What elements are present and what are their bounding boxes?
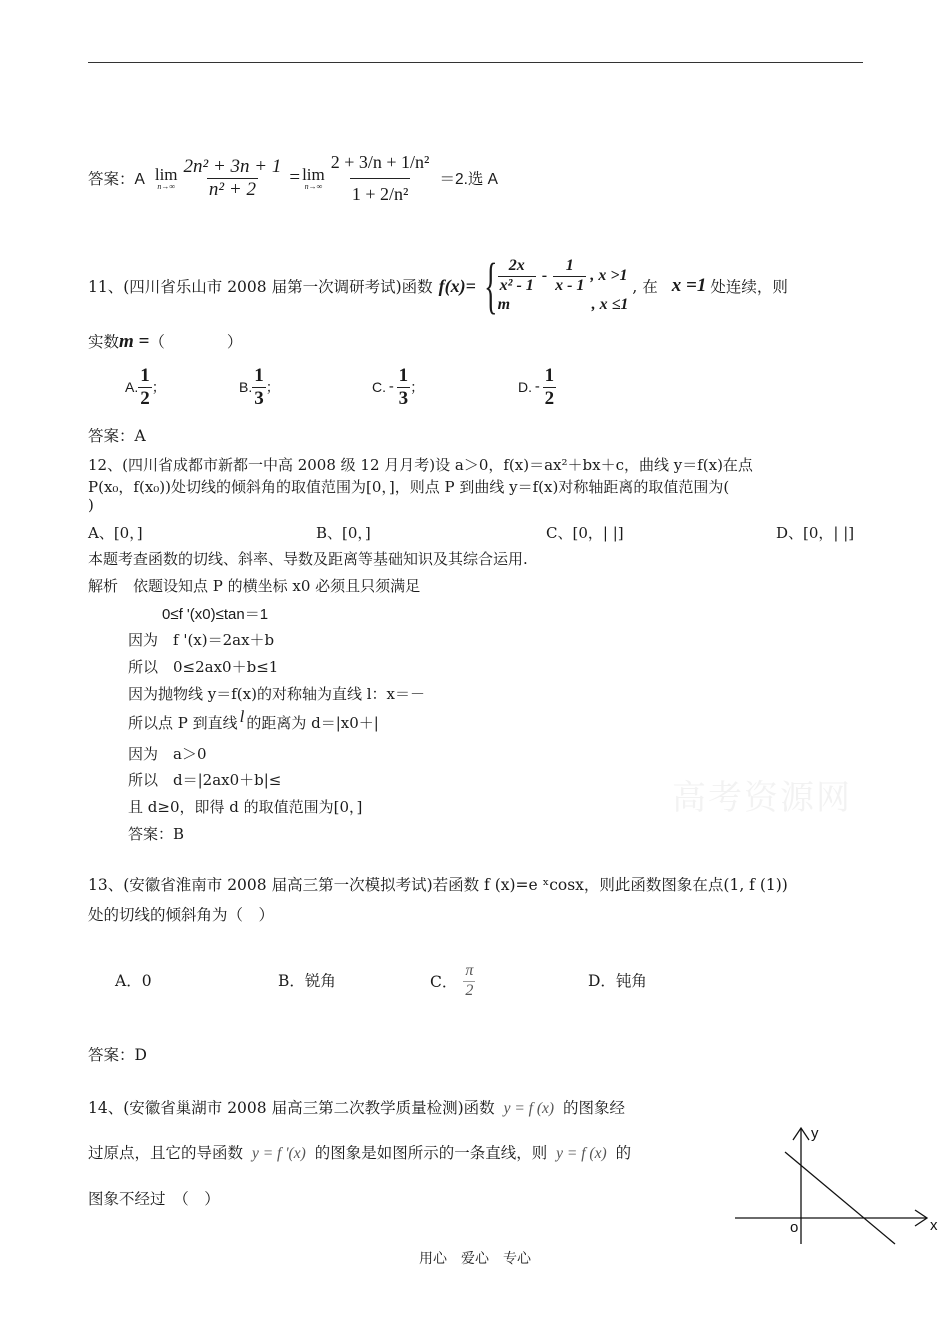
case2-condition: , x ≤1 [591, 296, 629, 314]
q10-answer-line [88, 128, 498, 228]
fraction-numerator: 2x [508, 256, 525, 274]
piecewise-case-1 [498, 258, 629, 295]
q11-function-name: f(x)= [438, 275, 476, 296]
q13-line2: 处的切线的倾斜角为（ ） [88, 906, 275, 924]
q12-option-b: B、[0，] [316, 524, 371, 542]
q11-option-c [372, 366, 518, 409]
q14-line2-c: 的 [615, 1144, 632, 1162]
q12-step-8: 且 d≥0，即得 d 的取值范围为[0，] [128, 798, 363, 816]
q12-step-5a: 所以点 P 到直线 [128, 714, 238, 732]
fraction-numerator: 1 [398, 365, 409, 386]
q12-analysis-title: 解析 依题设知点 P 的横坐标 x0 必须且只须满足 [88, 577, 421, 595]
option-fraction [397, 366, 411, 409]
q13-options [115, 955, 715, 1015]
q14-line1 [88, 1096, 625, 1118]
option-end: ； [265, 379, 280, 396]
fraction-numerator: 2 + 3/n + 1/n² [330, 151, 430, 172]
q14-func-2: y = f (x) [556, 1145, 607, 1162]
q12-answer: 答案：B [128, 825, 185, 843]
q13-option-d: D．钝角 [588, 972, 647, 990]
q11-stem-line [88, 254, 788, 318]
q11-line2 [88, 330, 242, 353]
equals-sign: = [289, 167, 301, 188]
q11-line2-a: 实数 [88, 333, 120, 351]
q11-mid: , 在 [632, 278, 658, 296]
option-fraction [543, 366, 557, 409]
q11-m: m = [119, 331, 150, 352]
q13-line1: 13、(安徽省淮南市 2008 届高三第一次模拟考试)若函数 f (x)=e ˣcosx，则此函数图象在点(1, f (1)) [88, 876, 788, 894]
q11-option-d [518, 366, 556, 409]
q14-func: y = f (x) [503, 1100, 555, 1117]
q11-tail: 处连续，则 [710, 278, 788, 296]
lim-subscript: n→∞ [157, 181, 176, 191]
option-end: ； [151, 379, 166, 396]
q13-answer: 答案：D [88, 1046, 147, 1064]
fraction-denominator: 2 [140, 387, 150, 409]
fraction-denominator: x - 1 [555, 276, 585, 294]
q11-blank: （ ） [149, 333, 243, 351]
fraction-denominator: 2 [465, 981, 474, 999]
y-axis-label: y [811, 1125, 819, 1142]
option-label: C． [430, 973, 458, 992]
q11-option-b [239, 366, 372, 409]
footer: 用心 爱心 专心 [419, 1251, 531, 1267]
pi-over-2 [463, 963, 475, 1000]
option-label: B. [239, 379, 253, 396]
q14-derivative-graph [735, 1120, 945, 1245]
lim-subscript: n→∞ [304, 181, 323, 191]
line-l-symbol: l [239, 707, 245, 726]
option-fraction [138, 366, 152, 409]
option-end: ； [410, 379, 425, 396]
option-label: D. [518, 379, 532, 396]
q12-option-c: C、[0，| |] [546, 524, 624, 542]
piecewise-case-2 [498, 296, 629, 314]
q11-answer: 答案：A [88, 427, 146, 445]
q12-line3: ) [88, 496, 94, 514]
case1-condition: , x >1 [590, 267, 628, 284]
q10-fraction-1 [182, 157, 284, 200]
q11-options [125, 366, 556, 409]
fraction-denominator: n² + 2 [208, 178, 256, 200]
fraction-numerator: 2n² + 3n + 1 [183, 155, 282, 177]
fraction-numerator: 1 [140, 365, 150, 386]
watermark: 高考资源网 [672, 778, 852, 818]
q12-step-7: 所以 d＝|2ax0＋b|≤ [128, 771, 282, 789]
q12-step-1: 0≤f '(x0)≤tan＝1 [162, 606, 269, 623]
q14-line2 [88, 1141, 631, 1163]
q13-option-c [430, 963, 475, 1000]
minus-sign: - [541, 267, 548, 284]
q13-option-a: A．0 [115, 972, 152, 990]
fraction-denominator: x² - 1 [499, 276, 534, 294]
q14-derivative: y = f '(x) [251, 1145, 306, 1162]
case1-fraction-a [498, 258, 536, 295]
q14-line2-a: 过原点，且它的导函数 [88, 1144, 244, 1162]
q14-line3: 图象不经过 （ ） [88, 1190, 220, 1208]
lim-operator-2 [302, 166, 325, 191]
q11-stem: 11、(四川省乐山市 2008 届第一次调研考试)函数 [88, 278, 433, 296]
q10-answer-label: 答案：A [88, 171, 145, 188]
lim-text: lim [302, 164, 325, 184]
q12-line1: 12、(四川省成都市新都一中高 2008 级 12 月月考)设 a＞0，f(x)＝ax²＋bx＋c，曲线 y＝f(x)在点 [88, 456, 753, 474]
q14-line1-a: 14、(安徽省巢湖市 2008 届高三第二次教学质量检测)函数 [88, 1099, 495, 1117]
option-fraction [252, 366, 266, 409]
q10-result: ＝2.选 A [439, 171, 499, 188]
option-label: C. [372, 379, 386, 396]
fraction-numerator: 1 [565, 256, 574, 274]
q13-option-b: B．锐角 [278, 972, 336, 990]
q11-point: x =1 [671, 275, 707, 296]
fraction-denominator: 2 [544, 387, 555, 409]
x-axis-label: x [930, 1217, 938, 1234]
q10-fraction-2 [329, 153, 432, 204]
q11-option-a [125, 366, 239, 409]
q12-note: 本题考查函数的切线、斜率、导数及距离等基础知识及其综合运用. [88, 550, 528, 568]
piecewise-brace: { [484, 252, 498, 320]
fraction-numerator: 1 [544, 365, 555, 386]
q12-step-5b: 的距离为 d＝|x0＋| [246, 714, 379, 732]
q14-line2-b: 的图象是如图所示的一条直线，则 [314, 1144, 548, 1162]
option-sign: - [535, 379, 540, 395]
option-label: A. [125, 379, 139, 396]
q12-line2: P(x₀，f(x₀))处切线的倾斜角的取值范围为[0，]，则点 P 到曲线 y＝f(x)对称轴距离的取值范围为( [88, 478, 730, 496]
fraction-numerator: 1 [254, 365, 264, 386]
case2-value: m [497, 296, 511, 314]
case1-fraction-b [553, 258, 586, 295]
fraction-denominator: 3 [398, 387, 409, 409]
q12-step-3: 所以 0≤2ax0＋b≤1 [128, 658, 279, 676]
q12-step-2: 因为 f '(x)＝2ax＋b [128, 631, 275, 649]
lim-operator [155, 166, 178, 191]
q12-option-d: D、[0，| |] [776, 524, 855, 542]
q12-step-6: 因为 a＞0 [128, 745, 207, 763]
q12-step-5-line [128, 707, 379, 733]
q12-option-a: A、[0，] [88, 524, 143, 542]
q14-line1-b: 的图象经 [562, 1099, 625, 1117]
header-rule [88, 62, 863, 63]
origin-label: o [790, 1219, 799, 1236]
lim-text: lim [154, 164, 178, 184]
piecewise-cases [498, 258, 629, 315]
fraction-denominator: 3 [254, 387, 264, 409]
option-sign: - [389, 379, 394, 395]
fraction-denominator: 1 + 2/n² [350, 178, 411, 204]
fraction-numerator: π [465, 962, 474, 979]
q12-step-4: 因为抛物线 y＝f(x)的对称轴为直线 l：x＝－ [128, 685, 425, 703]
